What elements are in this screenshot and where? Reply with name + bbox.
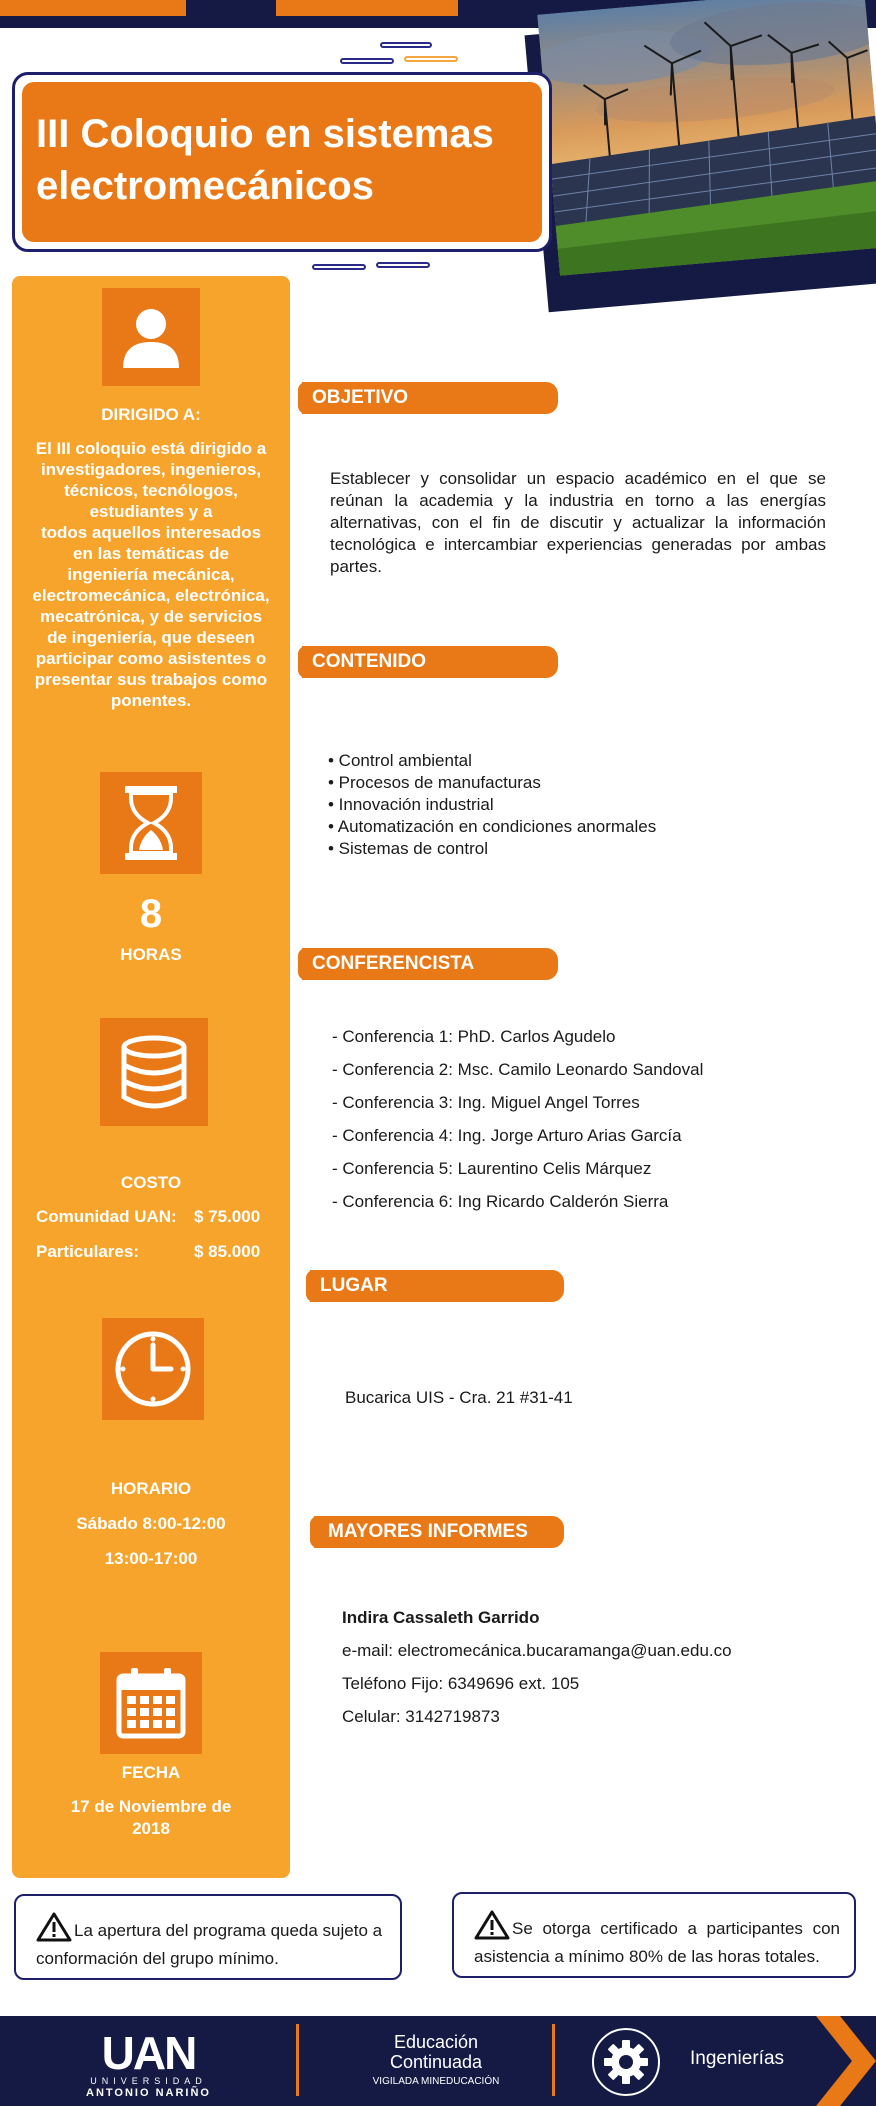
dirigido-text — [12, 438, 290, 711]
dirigido-line: técnicos, tecnólogos, — [64, 481, 238, 500]
contenido-list — [328, 750, 828, 860]
warning-icon — [36, 1912, 72, 1948]
lugar-text: Bucarica UIS - Cra. 21 #31-41 — [345, 1388, 573, 1407]
fecha-line1: 17 de Noviembre de — [70, 1797, 232, 1816]
top-bar-accent-left — [0, 0, 186, 16]
event-title-line1: III Coloquio en sistemas — [36, 112, 494, 156]
chevron-right-icon — [816, 2016, 876, 2106]
informes-name: Indira Cassaleth Garrido — [342, 1608, 540, 1627]
costo-heading: COSTO — [120, 1173, 182, 1192]
costo-row-particulares — [12, 1241, 290, 1262]
dirigido-line: electromecánica, electrónica, — [32, 586, 270, 605]
edu-line1: Educación — [393, 2032, 479, 2052]
database-icon — [100, 1018, 208, 1126]
informes-phone: Teléfono Fijo: 6349696 ext. 105 — [342, 1674, 580, 1693]
fecha-line2: 2018 — [132, 1819, 170, 1838]
list-item: - Conferencia 5: Laurentino Celis Márquez — [332, 1159, 652, 1178]
objetivo-text: Establecer y consolidar un espacio académico en el que se reúnan la academia y la industria en torno a las energías alternativas, con el fin de discutir y actualizar la información tecnológica e intercambiar experiencias generadas por ambas partes. — [330, 469, 826, 576]
clock-icon — [102, 1318, 204, 1420]
list-item: • Procesos de manufacturas — [328, 773, 541, 792]
duracion-value: 8 — [139, 892, 163, 936]
decor-pill — [312, 264, 366, 270]
logo-text: UAN — [101, 2027, 196, 2079]
dirigido-line: El III coloquio está dirigido a — [35, 439, 267, 458]
horario-line2: 13:00-17:00 — [104, 1549, 198, 1568]
dirigido-line: en las temáticas de — [73, 544, 229, 563]
notice-text: La apertura del programa queda sujeto a conformación del grupo mínimo. — [36, 1921, 383, 1968]
conferencista-tag: CONFERENCISTA — [302, 948, 558, 980]
footer-divider — [552, 2024, 555, 2096]
informes-cell: Celular: 3142719873 — [342, 1707, 500, 1726]
conferencista-list — [332, 1020, 852, 1218]
list-item: - Conferencia 2: Msc. Camilo Leonardo Sandoval — [332, 1060, 704, 1079]
costo-value: $ 75.000 — [194, 1207, 261, 1226]
decor-pill — [380, 42, 432, 48]
logo-sub1: UNIVERSIDAD — [90, 2076, 207, 2086]
decor-pill — [340, 58, 394, 64]
objetivo-tag: OBJETIVO — [302, 382, 558, 414]
list-item: - Conferencia 4: Ing. Jorge Arturo Arias García — [332, 1126, 682, 1145]
dirigido-line: mecatrónica, y de servicios — [39, 607, 263, 626]
list-item: • Sistemas de control — [328, 839, 488, 858]
list-item: - Conferencia 6: Ing Ricardo Calderón Sierra — [332, 1192, 669, 1211]
dirigido-line: participar como asistentes o — [35, 649, 267, 668]
dirigido-line: investigadores, ingenieros, — [40, 460, 262, 479]
educacion-continuada — [346, 2032, 526, 2090]
informes-email[interactable]: e-mail: electromecánica.bucaramanga@uan.edu.co — [342, 1641, 732, 1660]
edu-line2: Continuada — [389, 2052, 483, 2072]
list-item: • Automatización en condiciones anormales — [328, 817, 657, 836]
notice-grupo-minimo — [14, 1894, 402, 1980]
dirigido-line: estudiantes y a — [89, 502, 213, 521]
hero-photo — [537, 0, 876, 276]
costo-label: Comunidad UAN: — [36, 1207, 177, 1226]
duracion-unit: HORAS — [120, 945, 182, 964]
list-item: - Conferencia 1: PhD. Carlos Agudelo — [332, 1027, 616, 1046]
gear-icon — [592, 2028, 660, 2096]
notice-text: Se otorga certificado a participantes con asistencia a mínimo 80% de las horas totales. — [474, 1919, 840, 1966]
list-item: - Conferencia 3: Ing. Miguel Angel Torres — [332, 1093, 640, 1112]
horario-heading: HORARIO — [110, 1479, 192, 1498]
horario-line1: Sábado 8:00-12:00 — [76, 1514, 226, 1533]
decor-pill — [376, 262, 430, 268]
contenido-tag: CONTENIDO — [302, 646, 558, 678]
footer — [0, 2016, 876, 2106]
informes-tag: MAYORES INFORMES — [314, 1516, 564, 1548]
list-item: • Innovación industrial — [328, 795, 494, 814]
dirigido-line: todos aquellos interesados — [40, 523, 262, 542]
title-banner — [22, 82, 542, 242]
footer-divider — [296, 2024, 299, 2096]
dirigido-line: presentar sus trabajos como — [34, 670, 268, 689]
costo-value: $ 85.000 — [194, 1242, 261, 1261]
list-item: • Control ambiental — [328, 751, 472, 770]
faculty-label: Ingenierías — [690, 2048, 785, 2069]
edu-line3: VIGILADA MINEDUCACIÓN — [372, 2076, 500, 2087]
event-title — [36, 108, 528, 212]
fecha-heading: FECHA — [121, 1763, 181, 1782]
dirigido-heading: DIRIGIDO A: — [101, 405, 201, 424]
dirigido-line: ponentes. — [110, 691, 192, 710]
lugar-tag: LUGAR — [310, 1270, 564, 1302]
uan-logo[interactable] — [86, 2027, 211, 2100]
dirigido-line: de ingeniería, que deseen — [47, 628, 255, 647]
dirigido-line: ingeniería mecánica, — [67, 565, 235, 584]
calendar-icon — [100, 1652, 202, 1754]
costo-row-uan — [12, 1206, 290, 1227]
decor-pill — [404, 56, 458, 62]
top-bar-accent-right — [276, 0, 458, 16]
warning-icon — [474, 1910, 510, 1946]
hourglass-icon — [100, 772, 202, 874]
event-title-line2: electromecánicos — [36, 164, 374, 208]
costo-label: Particulares: — [36, 1242, 139, 1261]
person-icon — [102, 288, 200, 386]
logo-sub2: ANTONIO NARIÑO — [86, 2087, 211, 2099]
notice-certificado — [452, 1892, 856, 1978]
